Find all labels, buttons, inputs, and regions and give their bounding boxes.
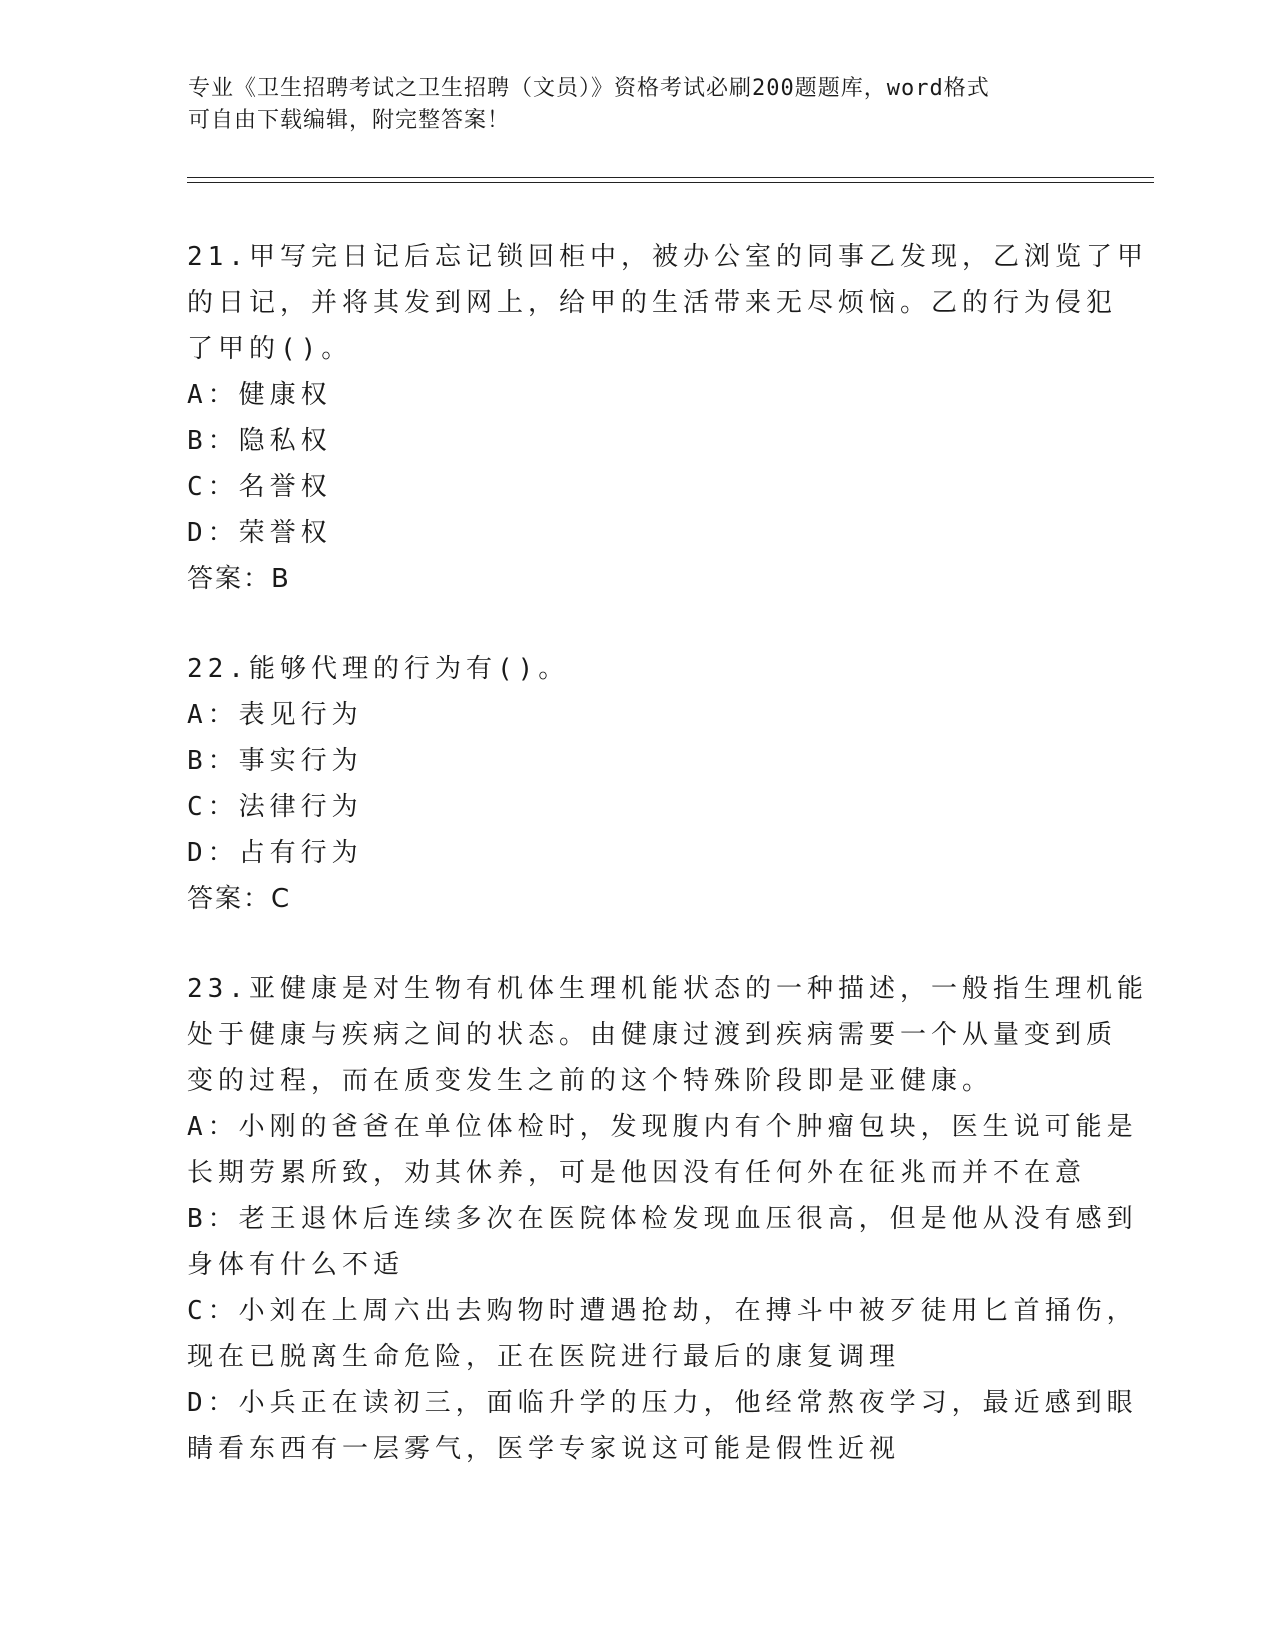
question-23 (187, 966, 1148, 1472)
question-stem-line: 变的过程，而在质变发生之前的这个特殊阶段即是亚健康。 (187, 1066, 994, 1096)
question-stem-line: 了甲的()。 (187, 334, 353, 364)
question-stem-line: 22.能够代理的行为有()。 (187, 654, 570, 684)
option-d: D：占有行为 (187, 838, 363, 868)
option-d-continued: 睛看东西有一层雾气，医学专家说这可能是假性近视 (187, 1434, 901, 1464)
question-stem-line: 21.甲写完日记后忘记锁回柜中，被办公室的同事乙发现，乙浏览了甲 (187, 242, 1148, 272)
option-b-continued: 身体有什么不适 (187, 1250, 405, 1280)
option-a-continued: 长期劳累所致，劝其休养，可是他因没有任何外在征兆而并不在意 (187, 1158, 1087, 1188)
option-c: C：名誉权 (187, 472, 332, 502)
question-22 (187, 646, 1087, 922)
document-header (188, 73, 1088, 137)
option-c: C：法律行为 (187, 792, 363, 822)
option-d: D：荣誉权 (187, 518, 332, 548)
option-b: B：隐私权 (187, 426, 332, 456)
header-divider-top (187, 177, 1154, 178)
question-stem-line: 23.亚健康是对生物有机体生理机能状态的一种描述，一般指生理机能 (187, 974, 1148, 1004)
question-stem-line: 处于健康与疾病之间的状态。由健康过渡到疾病需要一个从量变到质 (187, 1020, 1118, 1050)
question-list (187, 234, 1148, 1516)
option-a: A：表见行为 (187, 700, 363, 730)
header-divider-bottom (187, 182, 1154, 183)
answer-line: 答案：C (187, 884, 292, 914)
option-b: B：老王退休后连续多次在医院体检发现血压很高，但是他从没有感到 (187, 1204, 1138, 1234)
option-c-continued: 现在已脱离生命危险，正在医院进行最后的康复调理 (187, 1342, 901, 1372)
question-stem-line: 的日记，并将其发到网上，给甲的生活带来无尽烦恼。乙的行为侵犯 (187, 288, 1118, 318)
header-line-1: 专业《卫生招聘考试之卫生招聘（文员）》资格考试必刷200题题库，word格式 (188, 76, 990, 101)
option-c: C：小刘在上周六出去购物时遭遇抢劫，在搏斗中被歹徒用匕首捅伤， (187, 1296, 1138, 1326)
option-a: A：小刚的爸爸在单位体检时，发现腹内有个肿瘤包块，医生说可能是 (187, 1112, 1138, 1142)
option-a: A：健康权 (187, 380, 332, 410)
header-line-2: 可自由下载编辑，附完整答案！ (188, 108, 511, 133)
option-d: D：小兵正在读初三，面临升学的压力，他经常熬夜学习，最近感到眼 (187, 1388, 1138, 1418)
question-21 (187, 234, 1148, 602)
answer-line: 答案：B (187, 564, 291, 594)
option-b: B：事实行为 (187, 746, 363, 776)
